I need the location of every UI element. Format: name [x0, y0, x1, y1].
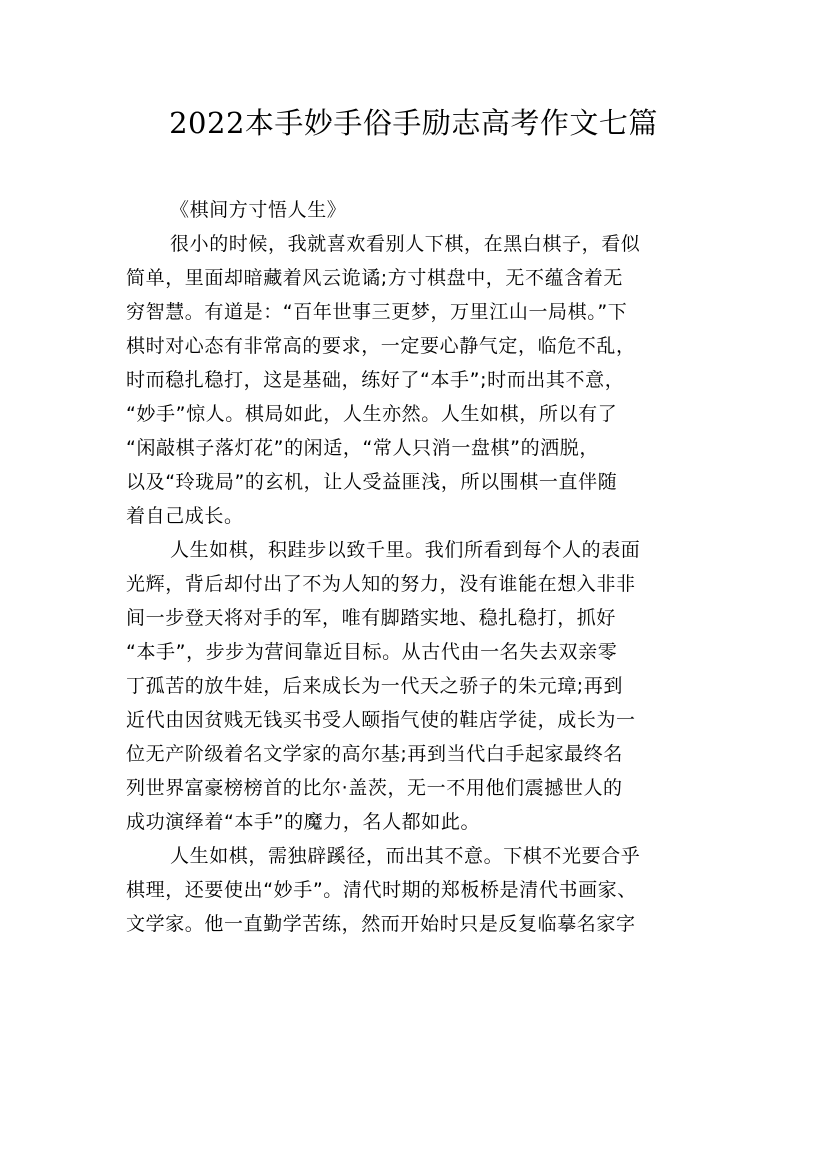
paragraph-line: 人生如棋，积跬步以致千里。我们所看到每个人的表面: [170, 539, 641, 561]
document-body: [126, 193, 706, 941]
paragraph-line: 以及“玲珑局”的玄机，让人受益匪浅，所以围棋一直伴随: [126, 471, 618, 493]
paragraph-line: 穷智慧。有道是：“百年世事三更梦，万里江山一局棋。”下: [126, 301, 628, 323]
essay-subtitle: 《棋间方寸悟人生》: [170, 199, 347, 221]
paragraph-line: 近代由因贫贱无钱买书受人颐指气使的鞋店学徒，成长为一: [126, 709, 636, 731]
paragraph-line: 很小的时候，我就喜欢看别人下棋，在黑白棋子，看似: [170, 233, 641, 255]
paragraph-line: “妙手”惊人。棋局如此，人生亦然。人生如棋，所以有了: [126, 403, 618, 425]
paragraph-line: 简单，里面却暗藏着风云诡谲;方寸棋盘中，无不蕴含着无: [126, 267, 624, 289]
paragraph-line: 棋时对心态有非常高的要求，一定要心静气定，临危不乱，: [126, 335, 636, 357]
paragraph-line: 丁孤苦的放牛娃，后来成长为一代天之骄子的朱元璋;再到: [126, 675, 624, 697]
paragraph-line: 人生如棋，需独辟蹊径，而出其不意。下棋不光要合乎: [170, 845, 641, 867]
paragraph-line: 时而稳扎稳打，这是基础，练好了“本手”;时而出其不意，: [126, 369, 625, 391]
paragraph-line: “闲敲棋子落灯花”的闲适，“常人只消一盘棋”的洒脱，: [126, 437, 599, 459]
paragraph-line: 着自己成长。: [126, 505, 244, 527]
paragraph-line: 成功演绎着“本手”的魔力，名人都如此。: [126, 811, 481, 833]
paragraph-line: 列世界富豪榜榜首的比尔·盖茨，无一不用他们震撼世人的: [126, 777, 623, 799]
paragraph-line: 光辉，背后却付出了不为人知的努力，没有谁能在想入非非: [126, 573, 636, 595]
paragraph-line: “本手”，步步为营间靠近目标。从古代由一名失去双亲零: [126, 641, 618, 663]
paragraph-line: 文学家。他一直勤学苦练，然而开始时只是反复临摹名家字: [126, 913, 636, 935]
document-title: 2022本手妙手俗手励志高考作文七篇: [169, 106, 658, 140]
paragraph-line: 间一步登天将对手的军，唯有脚踏实地、稳扎稳打，抓好: [126, 607, 617, 629]
paragraph-line: 位无产阶级着名文学家的高尔基;再到当代白手起家最终名: [126, 743, 624, 765]
paragraph-line: 棋理，还要使出“妙手”。清代时期的郑板桥是清代书画家、: [126, 879, 637, 901]
